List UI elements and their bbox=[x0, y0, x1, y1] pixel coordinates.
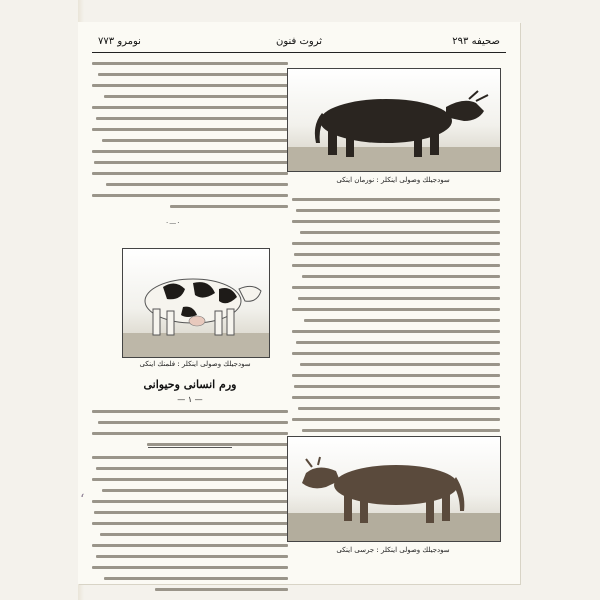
header-right bbox=[452, 36, 506, 47]
running-header bbox=[92, 36, 506, 53]
cow-photo-jersey bbox=[288, 437, 500, 541]
margin-pencil-mark: ʻ bbox=[80, 492, 85, 508]
cow-photo-normandy bbox=[288, 69, 500, 171]
figure-cow-bottom bbox=[287, 436, 501, 542]
section-heading: ورم انسانی وحیوانی bbox=[143, 378, 237, 391]
figure-cow-middle-caption: سودجیلك وصولی اینکلر : فلمنك اینکی bbox=[139, 360, 251, 368]
journal-page bbox=[78, 22, 520, 584]
header-issue-label: نومرو bbox=[117, 36, 141, 47]
section-number: — ۱ — bbox=[177, 395, 203, 404]
journal-title: ثروت فنون bbox=[275, 36, 323, 47]
cow-photo-flemish bbox=[123, 249, 269, 357]
left-column-text-body bbox=[92, 456, 288, 599]
figure-cow-top bbox=[287, 68, 501, 172]
header-page-number-left: ۷۷۳ bbox=[98, 36, 115, 47]
header-page-label: صحیفه bbox=[471, 36, 500, 47]
column-divider-ornament: ·—· bbox=[166, 219, 181, 227]
figure-cow-middle bbox=[122, 248, 270, 358]
figure-cow-top-caption: سودجیلك وصولی اینکلر : نورمان اینکی bbox=[336, 176, 450, 184]
figure-cow-bottom-caption: سودجیلك وصولی اینکلر : جرسی اینکی bbox=[336, 546, 450, 554]
right-column-text bbox=[292, 198, 500, 462]
header-page-number-right: ۲۹۳ bbox=[452, 36, 469, 47]
left-column-text-top bbox=[92, 62, 288, 216]
section-divider-rule bbox=[148, 447, 232, 448]
